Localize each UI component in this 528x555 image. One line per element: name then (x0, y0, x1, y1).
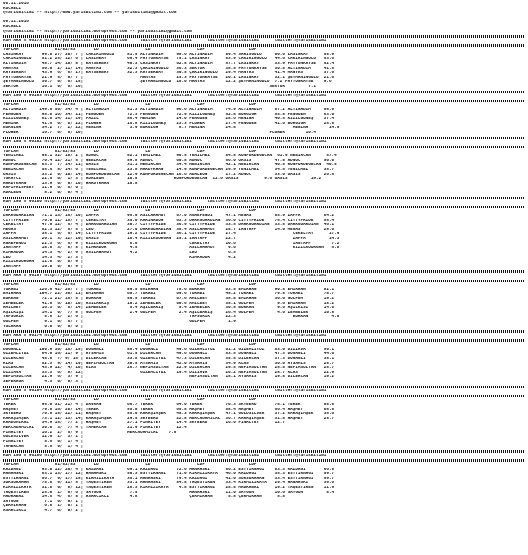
separator-line (3, 43, 525, 48)
horse-row: SURSURAHAN 75.8 9/ 11/ 5 | TAQESTIREN 33.1 HANAHSKI 54.8 TAQESTIREN 33.4 KIRMIZIKAYA 29.4 HANAHSKI 39.6 (3, 481, 335, 486)
horse-row: NEBIRCAN 55.5 8/ 14/ 6 | YENILMEZ 23.8 HARDYKHAN 24.9 RUNFORDEGECAN 29.9 YENILMEZ 34.5 YENILMEZ 35.7 (3, 167, 335, 172)
horse-row: KAYSERBAY 43.9 6/ 6/ 17| KAYSERBAY 32.3 KAYSERBAY 30.5 ÇAKIRINGULU 29.4 MANYAS 41.4 MANYAS 37.6 (3, 71, 335, 76)
race-title: KUM ING = 96180 http://yarisbilimi.wordpress.com twitter:@YarisBilimi twitter:@YarisBilimi twitter:@YarisBilimi (3, 200, 327, 205)
separator-line (3, 196, 525, 201)
race-title: KUM ARA = 96173 http://yarisbilimi.wordpress.com twitter:@YarisBilimi twitter:@YarisBilimi twitter:@YarisBilimi (3, 38, 327, 43)
horse-row: NEFIMSULTAN 22.9 6/ 3/ 9 | NEFIMSULTAN 18.1 AYSAMIS 19.8 DILERCAN 19.2 (3, 375, 335, 380)
subheader-line-city: KOCAELI (3, 25, 22, 30)
horse-row: KIZILKOURGAN 11.6 0/ 0/ 9 | (3, 260, 84, 265)
horse-row: TOKAYCI 22.5 0/ 1/ 3 | ADALEON 10.8 RUNFORDEGECAN 12.6 OASIS 9.6 OASIS 19.2 (3, 177, 322, 182)
report-subheader (3, 20, 525, 34)
separator-line (3, 329, 525, 334)
horse-row: TEREK 95.0 31/ 21/ 4 | DAVRAN 66.7 TEREK 64.0 TEREK 70.3 SKYEERO 78.1 TEREK 68.8 (3, 403, 335, 408)
horse-row: GULFEM 9.1 0/ 5/ 7 | GULFEM 1.9 (3, 320, 236, 325)
race-block (3, 329, 525, 384)
horse-row: IANTAFP 10.0 0/ 0/ 9 | (3, 264, 84, 269)
horse-row: PENGUEN 95.8 16/ 34/ 11| PENGUEN 72.3 PENGUEN 72.9 KIZILGUNEŞ 52.8 BORGIGH 55.8 PENGUEN 63.0 (3, 112, 335, 117)
horse-row: RAFIFALSFEEY 11.9 0/ 6/ 0 | (3, 186, 84, 191)
column-header-row: TOPLAM 81/82/83 LD LD LDF LDF (3, 149, 257, 154)
horse-row: RUNFORDEGECAN 63.3 7/ 14/ 11| OASIS 31.1 NEBIRCAN 34.4 NEBIRCAN 42.1 NEBIRCAN 40.5 RUNFORDEGECAN 40.5 (3, 163, 337, 168)
horse-row: KARAŞIMŞEK 73.1 12/ 13/ 14| KARAŞIMŞEK 29.5 SKYEERO 22.8 HERCADAMICAL 36.7 KARAŞIMŞEK 31.8 HAŞMET 28.7 (3, 416, 335, 421)
race-report-document (3, 2, 525, 514)
report-header (3, 2, 525, 16)
horse-row: SAYGON 7.1 0/ 0/ 1 | (3, 499, 84, 504)
horse-row: ESTTIRNAĞI 86.7 9/ 17/ 15| KIRMIZIKAYA 35.1 HANAHSKI 79.4 KAZDAĞI 41.0 SURSURAHAN 33.4 ESTTIRNAĞI 59.7 (3, 476, 335, 481)
race-title: KUM ING = 96183 http://yarisbilimi.wordpress.com twitter:@YarisBilimi twitter:@YarisBilimi twitter:@YarisBilimi (3, 94, 327, 99)
horse-row: ZAPPA 35.1 6/ 5/ 14| CITTYPRIDE 19.2 CITTYPRIDE 36.1 CITTYPRIDE 27.4 CEKELTAY 17.9 (3, 232, 340, 237)
race-block (3, 449, 525, 514)
horse-row: MEGAS 52.3 12/ 5/ 5 | LEO 27.0 DARKGUARDIAN 38.4 ASILAHAMUT 28.7 IANTAFP 14.0 MEGAS 28.6 (3, 227, 335, 232)
horse-row: MADRABAZ 14.5 4/ 6/ 8 | ASARCIKLI 4.8 ÇERMIKHAN 5.8 ÇERMIKHAN 5.5 (3, 495, 285, 500)
horse-row: KLAS 52.3 9/ 14/ 19| NEFIMSULTAN 30.5 AYSAMIS 42.0 AYSAMIS 34.9 KLAS 30.0 AYSAMIS 28.7 (3, 361, 335, 366)
separator-line (3, 458, 525, 463)
race-title: KUM ING = 96182 http://yarisbilimi.wordpress.com twitter:@YarisBilimi twitter:@YarisBilimi twitter:@YarisBilimi (3, 140, 327, 145)
separator-line (3, 394, 525, 399)
column-header-row: TOPLAM 81/82/83 LD LD LDF LDF (3, 209, 257, 214)
race-block (3, 196, 525, 270)
race-title: KUM ING = 96184 http://yarisbilimi.wordpress.com twitter:@YarisBilimi twitter:@YarisBilimi twitter:@YarisBilimi (3, 389, 327, 394)
horse-row: ALTINADIM 149.6 50/ 34/ 4 | ALTINADIM 81.3 ALTINADIM 96.6 ALTINADIM 74.9 ALTINADIM 87.2 ALTINADIM 88.6 (3, 108, 335, 113)
separator-line (3, 205, 525, 210)
column-header-row: TOPLAM 81/82/83 LD LD LDF LDF (3, 48, 257, 53)
horse-row: FINALTEY 5.5 0/ 1/ 4 | (3, 439, 84, 444)
horse-row: SEFERAGA 4.3 0/ 0/ 3 | (3, 379, 84, 384)
horse-row: ASILAHAMUT 20.1 3/ 12/ 10| OASIS 18.4 KIZILKOURGAN 25.1 IANTAFP 22.7 ZAPPA 14.3 (3, 237, 340, 242)
column-header-row: TOPLAM 81/82/83 LD LD LDF LDF (3, 103, 257, 108)
horse-row: YULAKAN 0.0 0/ 0/ 0 | (3, 324, 84, 329)
horse-row: OASIS 33.2 0/ 10/ 14| RUNFORDEGECAN 12.9 RUNFORDEGECAN 16.6 ADALEON 17.2 ADNOC 33.0 OASIS 26.5 (3, 172, 335, 177)
horse-row: TAFSORIK 8.5 1/ 2/ 6 | TAFSORIK 22.3 BURKAN 4.8 (3, 315, 340, 320)
horse-row: CEKELTAY 47.6 12/ 5/ 4 | DARKGUARDIAN 30.7 CITTYPRIDE 36.9 CITTYPRIDE 33.5 DARKGUARDIAN 33.8 DARKGUARDIAN 46.1 (3, 223, 335, 228)
race-blocks (3, 34, 525, 513)
horse-row: ADALEON 8.2 0/ 0/ 4 | (3, 190, 84, 195)
header-line-date: 08.11.2016 (3, 2, 29, 6)
race-block (3, 34, 525, 89)
separator-line (3, 99, 525, 104)
horse-row: ZEMBELEK 41.6 6/ 10/ 10| ASILAKKIŞ 10.2 ZEMBELEK 60.6 AMILBEY 38.1 GULFEM 9.6 EMIRHAN 18.2 (3, 301, 335, 306)
column-header-row: TOPLAM 81/82/83 LD LD LDF LDF (3, 283, 257, 288)
horse-row: ADNOC 70.4 12/ 21/ 5 | NEBIRCAN 59.8 ADNOC 60.8 ADNOC 56.0 OASIS 47.8 ADNOC 50.0 (3, 158, 335, 163)
subheader-line-date: 08.11.2016 (3, 20, 29, 25)
horse-row: TAMERCAN 5.5 0/ 1/ 4 | (3, 444, 84, 449)
horse-row: HARDYKHAN 13.9 0/ 0/ 10| HARDYKHAN 10.8 (3, 181, 138, 186)
horse-row: KRADOMIRAL 34.9 15/ 7/ 2 | HAŞMET 27.1 FINALTEY 14.4 SKYEERO 16.0 FINALTEY 12.7 (3, 421, 285, 426)
horse-row: KIRMIZIKAYA 31.8 0/ 8/ 12| TAQESTIREN 26.3 KIRMIZIKAYA 4.8 ESTTIRNAĞI 28.8 MADRABAZ 19.2 TAQESTIREN 11.9 (3, 485, 335, 490)
horse-row: HAŞMET 79.6 16/ 28/ 14| TEREK 55.0 TEREK 65.8 HAŞMET 58.4 HAŞMET 56.4 HAŞMET 68.8 (3, 407, 335, 412)
race-block (3, 136, 525, 196)
horse-row: GIZEMLIYUZ 64.0 16/ 11/ 9 | AYSAMIS 61.5 DILERCAN 49.6 DOĞANLI 53.5 DOĞANLI 47.3 DOĞANLI 44.6 (3, 352, 335, 357)
horse-row: AMILBEY 16.3 0/ 5/ 14| ZEMBELEK 5.4 AŞILBAKIŞ 5.4 ZEMBELEK 30.5 BURKAN 9.6 AŞILKISI 14.6 (3, 306, 335, 311)
horse-row: DARKGUARDIAN 71.1 13/ 15/ 10| ZAPPA 95.0 ASILAHAMUT 67.0 AGAEFENDI 47.1 MEGAS 85.9 ZAPPA 64.2 (3, 214, 335, 219)
horse-row: SKYEERO 70.8 15/ 22/ 11| HAŞMET 55.0 KARAŞIMŞEK 45.3 KARAŞIMŞEK 47.1 GOLDSILVER 37.2 KARAŞIMŞEK 35.6 (3, 412, 335, 417)
horse-row: ŞEYMANINGULU 30.7 0/ 6/ 15| ŞEYMANINGULU 18.0 MANYAS 12.2 ŞEYMANINGULU 7.2 FAYTONKAYSE 9.6 (3, 80, 332, 85)
horse-row: FLOWER 16.7 0/ 6/ 10| FLOWER 10.4 (3, 131, 317, 136)
horse-row: DILERCAN 43.9 12/ 4/ 10| KLAS 26.7 NEFIMSULTAN 22.9 DILERCAN 29.5 NEFIMSULTAN 25.8 NEFIMSULTAN 28.7 (3, 366, 335, 371)
separator-line (3, 279, 525, 284)
horse-row: BURKAN 72.1 21/ 15/ 5 | BURKAN 50.5 TURABI 67.6 AMILBEY 38.8 EMIRHAN 30.0 GULFEM 19.2 (3, 297, 335, 301)
horse-row: DIZIAVA 33.3 6/ 8/ 12| GIZEMLIYUZ 19.4 DIZIAVA 20.2 NEFIMSULTAN 28.7 KLAS 22.9 (3, 370, 335, 375)
race-block (3, 90, 525, 136)
horse-row: ALTINADIM 48.7 14/ 10/ 8 | KAYSERBAY 40.3 LASINKAY 62.8 ALTINADIM 57.7 LASINKAY 33.9 FAYTONKAYSE 52.4 (3, 61, 335, 66)
horse-row: AGAEFENDI 22.3 6/ 5/ 9 | KIZILKOURGAN 6.8 CEKELTAY 10.6 IANTAFP 7.2 (3, 241, 340, 246)
separator-line (3, 385, 525, 390)
header-line-contact: @YarisBilimi -- http://www.yarisbilimi.com -- yarisbilimi@gmail.com (3, 11, 177, 16)
separator-line (3, 338, 525, 343)
horse-row: YENILMEZ 98.1 32/ 18/ 2 | ADNOC 82.1 YENILMEZ 90.5 YENILMEZ 84.8 RUNFORDEGECAN 61.9 NEBIRCAN 57.4 (3, 154, 337, 159)
horse-row: EMIRHAN 104.7 22/ 30/ 11| EMIRHAN 68.7 TURABI 69.6 TURABI 45.2 TURABI 79.8 TURABI 78.7 (3, 292, 335, 297)
separator-line (3, 449, 525, 454)
horse-row: TAQESTIREN 25.0 1/ 6/ 6 | SAYGON 7.5 HANAHSKI 11.0 SAYGON 10.6 SAYGON 8.4 (3, 490, 335, 495)
separator-line (3, 34, 525, 39)
separator-line (3, 269, 525, 274)
column-header-row: TOPLAM 81/82/83 LD LD LDF LDF (3, 343, 257, 348)
horse-row: AŞILKIŞI 14.1 0/ 7/ 8 | GULFEM 2.4 GULFEM 2.4 AŞILBAKIŞ 26.4 GULFEM 4.6 ZEMBELEK 10.8 (3, 310, 335, 315)
horse-row: KAZDAĞI 93.0 12/ 20/ 4 | KAZDAĞI 69.1 KAZDAĞI 72.6 HANAHSKI 56.2 ESTTIRNAĞI 83.3 KAZDAĞI 66.8 (3, 467, 335, 472)
horse-row: MANYAS 50.0 2/ 11/ 14| MANYAS 32.3 ÇAKIRINGULU 36.3 SEKTOR 38.5 FAYTONKAYSE 30.8 ALTINADIM 41.5 (3, 66, 335, 71)
horse-row: FINALTEY 16.2 2/ 5/ 9 | HERCADAMICAL 7.8 (3, 430, 177, 435)
race-title: KUM ING = 96186 http://yarisbilimi.wordpress.com twitter:@YarisBilimi twitter:@YarisBilimi twitter:@YarisBilimi (3, 453, 327, 458)
horse-row: LASINKAY 99.8 27/ 20/ 7 | CAKIRINGULU 81.5 ALTINADIM 98.6 ALTINADIM 89.4 SARISGULU 60.6 LASINKAY 58.9 (3, 52, 335, 57)
header-line-city: KOCAELI (3, 6, 22, 11)
horse-row: ASARCIKLI 4.7 0/ 0/ 2 | (3, 509, 84, 514)
race-block (3, 269, 525, 329)
horse-row: CITTYPRIDE 70.0 11/ 15/ 7 | CEKELTAY 35.0 KARINADON 63.3 DARKGUARDIAN 36.0 CITTYPRIDE 75.4 CITTYPRIDE 55.4 (3, 218, 335, 223)
separator-line (3, 90, 525, 95)
horse-row: DOĞANLI 100.9 30/ 15/ 15| DOĞANLI 88.4 DOĞANLI 49.6 GIZEMLIYUZ 61.2 GIZEMLIYUZ 53.0 DIZIAVA 50.1 (3, 347, 335, 352)
horse-row: MENINA 41.5 0/ 8/ 22| FLOWER 15.8 KIZILGUNEŞ 23.3 FLOWER 27.4 PENGUEN 41.6 BORGIGH 25.8 (3, 121, 335, 126)
race-block (3, 385, 525, 450)
horse-row: HERCADAMICAL 30.6 3/ 7/ 4 | TAMERCAN 21.9 FINALTEY 12.4 (3, 426, 221, 431)
horse-row: KIMRADOR 14.3 4/ 2/ 9 | ASILAHAMUT 4.2 LEO 6.5 (3, 250, 236, 255)
separator-line (3, 136, 525, 141)
horse-row: HANAHSKI 63.1 13/ 17/ 12| HANAHSKI 50.3 ESTTIRNAĞI 71.0 KIRMIZIKAYA 46.0 KAZDAĞI 35.3 ESTTIRNAĞI 59.7 (3, 472, 335, 477)
subheader-line-contact: @YarisBilimi -- http://yarisbilimi.wordpress.com -- yarisbilimi@gmail.com (3, 29, 192, 34)
race-title: KUM ARA = 96174 http://yarisbilimi.wordpress.com twitter:@YarisBilimi twitter:@YarisBilimi twitter:@YarisBilimi (3, 333, 327, 338)
horse-row: LEO 14.3 4/ 2/ 3 | KIMRADOR 4.2 (3, 255, 236, 260)
race-title: KUM ARA = 96187 http://yarisbilimi.wordpress.com twitter:@YarisBilimi twitter:@YarisBilimi twitter:@YarisBilimi (3, 273, 327, 278)
column-header-row: TOPLAM 81/82/83 LD LD LDF LDF (3, 462, 257, 467)
column-header-row: TOPLAM 81/82/83 LD LD LDF LDF (3, 398, 257, 403)
horse-row: GOLDSILVER 12.6 1/ 3/ 1 | (3, 435, 84, 440)
horse-row: BORGIGH 34.2 7/ 2/ 22| MENINA 3.9 BORGIGH 8.7 MENINA 24.8 MENINA 14.5 (3, 126, 340, 131)
horse-row: DILERCAN 45.6 7/ 9/ 15 | DILERCAN 33.8 GIZEMLIYUZ 47.3 DILERCAN 35.8 DILERCAN 37.3 DOĞANLI 38.1 (3, 356, 335, 361)
horse-row: ÇERMIKHAN 6.8 1/ 0/ 1 | (3, 504, 84, 509)
separator-line (3, 145, 525, 150)
horse-row: IANTAFP 18.6 3/ 8/ 8 | KIMRADOR 4.5 ASILAHAMUT 9.6 KIZILKOURGAN 5.8 (3, 246, 340, 251)
horse-row: TURABI 126.6 42/ 26/ 7 | TURABI 89.5 EMIRHAN 78.6 BURKAN 63.5 EMIRHAN 90.5 EMIRHAN 82.1 (3, 287, 335, 292)
horse-row: FAYTONKAYSE 21.9 5/ 0/ 7 | MANYAS 25.3 FAYTONKAYSE 20.1 LASINKAY 32.1 ŞEYMANINGULU 21.6 (3, 75, 335, 80)
horse-row: KIZILGUNEŞ 61.6 14/ 11/ 19| FAZIL 56.4 MENINA 24.0 PENGUEN 28.6 MENINA 40.5 KIZILGUNEŞ 37.4 (3, 117, 335, 122)
horse-row: SEKTOR 16.1 0/ 6/ 10| SEKTOR 7.1 (3, 84, 317, 89)
horse-row: CAKIRINGULU 51.2 25/ 12/ 6 | LASINKAY 69.4 FAYTONKAYSE 75.1 LASINKAY 83.9 CAKIRINGULU 44.6 CAKIRINGULU 53.6 (3, 57, 335, 62)
